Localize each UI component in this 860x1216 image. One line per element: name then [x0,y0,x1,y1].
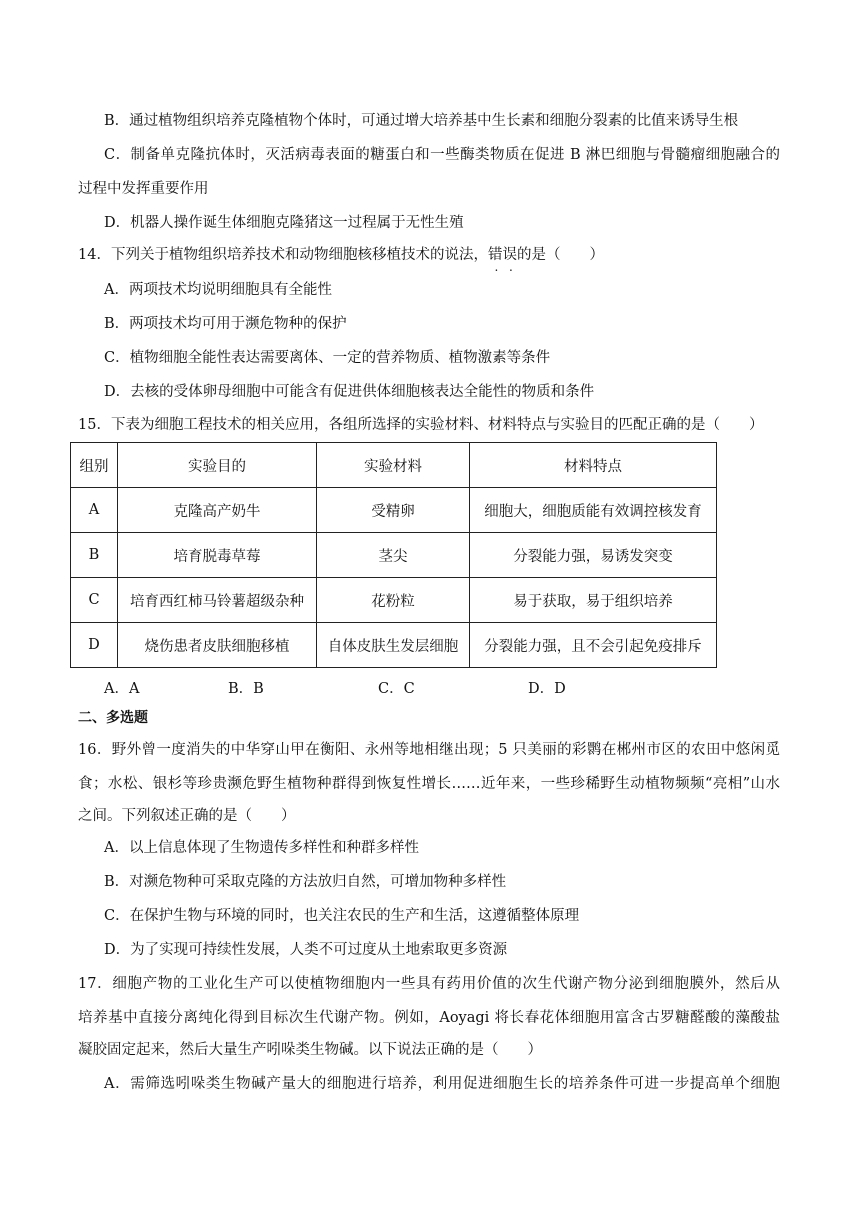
table-cell: D [71,623,118,668]
q17-option-a: A．需筛选吲哚类生物碱产量大的细胞进行培养，利用促进细胞生长的培养条件可进一步提高单个细胞 [104,1076,780,1092]
table-header: 组别 [71,443,118,488]
table-cell: 分裂能力强，且不会引起免疫排斥 [470,623,717,668]
table-row [71,578,717,623]
table-cell: 培育西红柿马铃薯超级杂种 [118,578,317,623]
table-cell: 培育脱毒草莓 [118,533,317,578]
table-row [71,533,717,578]
q16-stem-line1: 16．野外曾一度消失的中华穿山甲在衡阳、永州等地相继出现；5 只美丽的彩鹮在郴州市区的农田中悠闲觅 [78,742,780,758]
table-cell: 茎尖 [317,533,470,578]
q16-stem-line2: 食；水松、银杉等珍贵濒危野生植物种群得到恢复性增长……近年来，一些珍稀野生动植物频频“亮相”山水 [78,776,780,792]
q14-option-a: A．两项技术均说明细胞具有全能性 [104,282,332,298]
table-cell: 受精卵 [317,488,470,533]
q13-option-d: D．机器人操作诞生体细胞克隆猪这一过程属于无性生殖 [104,215,464,231]
table-header: 材料特点 [470,443,717,488]
table-row [71,623,717,668]
q16-option-a: A．以上信息体现了生物遗传多样性和种群多样性 [104,840,419,856]
q15-option-d: D．D [528,681,566,697]
q15-option-b: B．B [228,681,264,697]
section-heading: 二、多选题 [78,710,148,726]
q16-stem-line3: 之间。下列叙述正确的是（ ） [78,808,296,824]
q14-option-d: D．去核的受体卵母细胞中可能含有促进供体细胞核表达全能性的物质和条件 [104,384,595,400]
q15-option-a: A．A [104,681,140,697]
q17-stem-line3: 凝胶固定起来，然后大量生产吲哚类生物碱。以下说法正确的是（ ） [78,1042,542,1058]
q16-option-b: B．对濒危物种可采取克隆的方法放归自然，可增加物种多样性 [104,874,507,890]
q17-stem-line1: 17．细胞产物的工业化生产可以使植物细胞内一些具有药用价值的次生代谢产物分泌到细胞膜外，然后从 [78,976,780,992]
table-cell: A [71,488,118,533]
table-header: 实验目的 [118,443,317,488]
q14-stem: 14．下列关于植物组织培养技术和动物细胞核移植技术的说法，错误的是（ ） [78,247,604,263]
q16-option-d: D．为了实现可持续性发展，人类不可过度从土地索取更多资源 [104,942,508,958]
table-header-row [71,443,717,488]
table-cell: 烧伤患者皮肤细胞移植 [118,623,317,668]
table-row [71,488,717,533]
table-cell: C [71,578,118,623]
table-cell: 分裂能力强，易诱发突变 [470,533,717,578]
q15-option-c: C．C [378,681,415,697]
q13-option-c: C．制备单克隆抗体时，灭活病毒表面的糖蛋白和一些酶类物质在促进 B 淋巴细胞与骨髓瘤细胞融合的 [104,147,780,163]
q15-table [70,442,717,668]
q14-option-b: B．两项技术均可用于濒危物种的保护 [104,316,347,332]
table-cell: 易于获取，易于组织培养 [470,578,717,623]
table-cell: 细胞大，细胞质能有效调控核发育 [470,488,717,533]
q16-option-c: C．在保护生物与环境的同时，也关注农民的生产和生活，这遵循整体原理 [104,908,580,924]
q15-stem: 15．下表为细胞工程技术的相关应用，各组所选择的实验材料、材料特点与实验目的匹配正确的是（ ） [78,417,764,433]
table-cell: 自体皮肤生发层细胞 [317,623,470,668]
table-cell: 花粉粒 [317,578,470,623]
q14-option-c: C．植物细胞全能性表达需要离体、一定的营养物质、植物激素等条件 [104,350,551,366]
table-header: 实验材料 [317,443,470,488]
table-cell: 克隆高产奶牛 [118,488,317,533]
q13-option-b: B．通过植物组织培养克隆植物个体时，可通过增大培养基中生长素和细胞分裂素的比值来诱导生根 [104,113,739,129]
q13-option-c-continued: 过程中发挥重要作用 [78,181,209,197]
q17-stem-line2: 培养基中直接分离纯化得到目标次生代谢产物。例如，Aoyagi 将长春花体细胞用富含古罗糖醛酸的藻酸盐 [78,1010,780,1026]
table-cell: B [71,533,118,578]
